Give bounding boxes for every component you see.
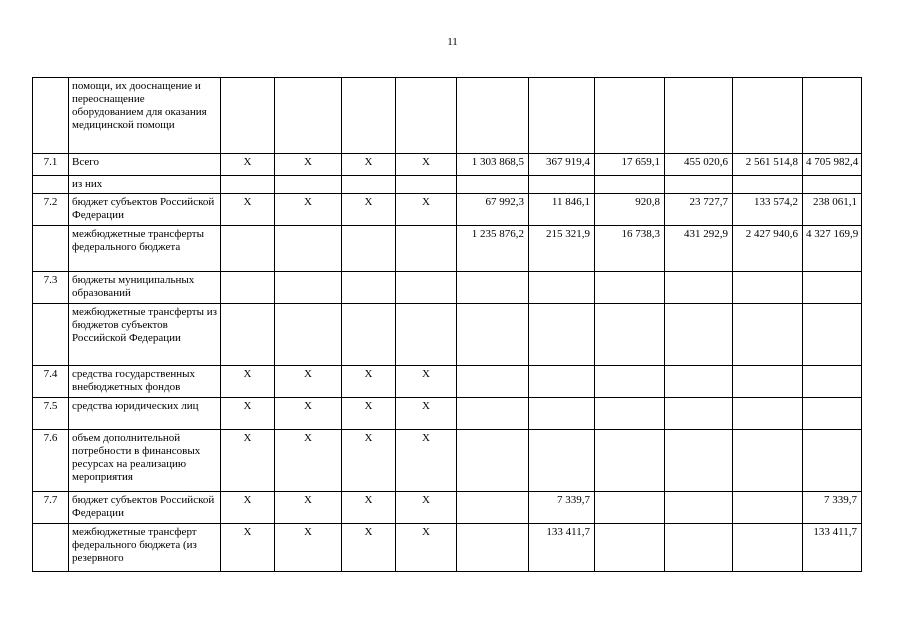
value-cell	[733, 492, 803, 524]
value-cell	[529, 272, 595, 304]
row-name: бюджет субъектов Российской Федерации	[69, 492, 221, 524]
mark-cell: X	[396, 398, 457, 430]
value-cell	[595, 176, 665, 194]
mark-cell: X	[221, 398, 275, 430]
row-number: 7.5	[33, 398, 69, 430]
mark-cell	[221, 272, 275, 304]
mark-cell: X	[275, 398, 342, 430]
value-cell	[457, 304, 529, 366]
value-cell: 7 339,7	[803, 492, 862, 524]
mark-cell	[275, 78, 342, 154]
mark-cell: X	[275, 194, 342, 226]
row-number	[33, 78, 69, 154]
table-row	[33, 272, 862, 304]
value-cell	[803, 366, 862, 398]
mark-cell: X	[221, 154, 275, 176]
mark-cell	[396, 78, 457, 154]
value-cell	[457, 78, 529, 154]
value-cell	[457, 176, 529, 194]
value-cell	[665, 492, 733, 524]
value-cell	[733, 524, 803, 572]
mark-cell	[221, 78, 275, 154]
value-cell	[665, 304, 733, 366]
value-cell	[595, 524, 665, 572]
value-cell	[665, 366, 733, 398]
value-cell	[733, 78, 803, 154]
value-cell	[595, 304, 665, 366]
mark-cell: X	[221, 492, 275, 524]
value-cell	[665, 398, 733, 430]
mark-cell: X	[221, 194, 275, 226]
value-cell	[595, 492, 665, 524]
mark-cell: X	[396, 366, 457, 398]
row-name: межбюджетные трансферты из бюджетов субъектов Российской Федерации	[69, 304, 221, 366]
row-number: 7.2	[33, 194, 69, 226]
value-cell: 16 738,3	[595, 226, 665, 272]
mark-cell: X	[221, 366, 275, 398]
table-row	[33, 176, 862, 194]
value-cell: 2 427 940,6	[733, 226, 803, 272]
mark-cell	[396, 176, 457, 194]
value-cell: 11 846,1	[529, 194, 595, 226]
value-cell	[733, 398, 803, 430]
value-cell	[457, 430, 529, 492]
mark-cell: X	[342, 398, 396, 430]
value-cell: 133 411,7	[529, 524, 595, 572]
value-cell	[803, 176, 862, 194]
value-cell: 2 561 514,8	[733, 154, 803, 176]
row-number: 7.3	[33, 272, 69, 304]
page-number: 11	[447, 36, 458, 48]
value-cell	[803, 78, 862, 154]
value-cell	[457, 366, 529, 398]
mark-cell: X	[342, 430, 396, 492]
mark-cell	[396, 304, 457, 366]
mark-cell: X	[275, 492, 342, 524]
value-cell	[457, 524, 529, 572]
row-name: объем дополнительной потребности в финансовых ресурсах на реализацию мероприятия	[69, 430, 221, 492]
mark-cell	[275, 176, 342, 194]
mark-cell: X	[342, 524, 396, 572]
mark-cell	[342, 176, 396, 194]
mark-cell: X	[221, 430, 275, 492]
value-cell	[529, 430, 595, 492]
mark-cell: X	[221, 524, 275, 572]
value-cell: 431 292,9	[665, 226, 733, 272]
table-row	[33, 194, 862, 226]
mark-cell: X	[275, 430, 342, 492]
value-cell	[733, 430, 803, 492]
value-cell: 1 235 876,2	[457, 226, 529, 272]
mark-cell: X	[396, 194, 457, 226]
value-cell: 455 020,6	[665, 154, 733, 176]
value-cell	[529, 78, 595, 154]
mark-cell: X	[342, 366, 396, 398]
mark-cell	[221, 226, 275, 272]
row-number	[33, 304, 69, 366]
row-name: межбюджетные трансферт федерального бюджета (из резервного	[69, 524, 221, 572]
value-cell: 920,8	[595, 194, 665, 226]
row-number: 7.7	[33, 492, 69, 524]
row-name: средства государственных внебюджетных фондов	[69, 366, 221, 398]
value-cell	[803, 430, 862, 492]
mark-cell	[396, 272, 457, 304]
value-cell	[457, 398, 529, 430]
value-cell	[803, 272, 862, 304]
value-cell	[665, 524, 733, 572]
mark-cell: X	[275, 366, 342, 398]
value-cell	[665, 78, 733, 154]
value-cell	[529, 176, 595, 194]
value-cell: 67 992,3	[457, 194, 529, 226]
table-row	[33, 492, 862, 524]
value-cell	[529, 304, 595, 366]
row-name: Всего	[69, 154, 221, 176]
value-cell: 133 411,7	[803, 524, 862, 572]
value-cell	[457, 272, 529, 304]
value-cell	[595, 398, 665, 430]
row-number: 7.6	[33, 430, 69, 492]
row-name: из них	[69, 176, 221, 194]
mark-cell	[342, 78, 396, 154]
row-name: бюджет субъектов Российской Федерации	[69, 194, 221, 226]
mark-cell	[342, 272, 396, 304]
value-cell	[733, 272, 803, 304]
value-cell: 367 919,4	[529, 154, 595, 176]
table-row	[33, 304, 862, 366]
mark-cell: X	[396, 154, 457, 176]
value-cell: 7 339,7	[529, 492, 595, 524]
mark-cell: X	[396, 524, 457, 572]
value-cell	[595, 366, 665, 398]
table-row	[33, 430, 862, 492]
mark-cell	[342, 304, 396, 366]
mark-cell: X	[275, 154, 342, 176]
row-number	[33, 176, 69, 194]
mark-cell: X	[275, 524, 342, 572]
table-row	[33, 78, 862, 154]
value-cell	[665, 272, 733, 304]
value-cell: 17 659,1	[595, 154, 665, 176]
row-number	[33, 226, 69, 272]
value-cell	[595, 78, 665, 154]
mark-cell	[396, 226, 457, 272]
mark-cell: X	[396, 492, 457, 524]
row-name: межбюджетные трансферты федерального бюджета	[69, 226, 221, 272]
funding-table	[32, 77, 862, 572]
row-name: средства юридических лиц	[69, 398, 221, 430]
mark-cell: X	[396, 430, 457, 492]
table-row	[33, 154, 862, 176]
value-cell: 23 727,7	[665, 194, 733, 226]
mark-cell	[275, 226, 342, 272]
value-cell	[803, 304, 862, 366]
value-cell	[733, 176, 803, 194]
table-row	[33, 524, 862, 572]
row-name: помощи, их дооснащение и переоснащение оборудованием для оказания медицинской помощи	[69, 78, 221, 154]
mark-cell: X	[342, 154, 396, 176]
mark-cell	[221, 304, 275, 366]
value-cell	[529, 366, 595, 398]
mark-cell	[221, 176, 275, 194]
value-cell	[457, 492, 529, 524]
table-row	[33, 398, 862, 430]
mark-cell	[342, 226, 396, 272]
mark-cell: X	[342, 492, 396, 524]
value-cell	[733, 366, 803, 398]
value-cell	[733, 304, 803, 366]
value-cell	[665, 176, 733, 194]
table-row	[33, 366, 862, 398]
value-cell: 133 574,2	[733, 194, 803, 226]
table-row	[33, 226, 862, 272]
value-cell: 215 321,9	[529, 226, 595, 272]
value-cell: 4 705 982,4	[803, 154, 862, 176]
value-cell	[803, 398, 862, 430]
row-number: 7.1	[33, 154, 69, 176]
value-cell: 4 327 169,9	[803, 226, 862, 272]
row-number: 7.4	[33, 366, 69, 398]
row-number	[33, 524, 69, 572]
value-cell	[665, 430, 733, 492]
value-cell: 238 061,1	[803, 194, 862, 226]
value-cell	[595, 272, 665, 304]
mark-cell	[275, 304, 342, 366]
mark-cell	[275, 272, 342, 304]
row-name: бюджеты муниципальных образований	[69, 272, 221, 304]
mark-cell: X	[342, 194, 396, 226]
value-cell	[529, 398, 595, 430]
value-cell: 1 303 868,5	[457, 154, 529, 176]
value-cell	[595, 430, 665, 492]
